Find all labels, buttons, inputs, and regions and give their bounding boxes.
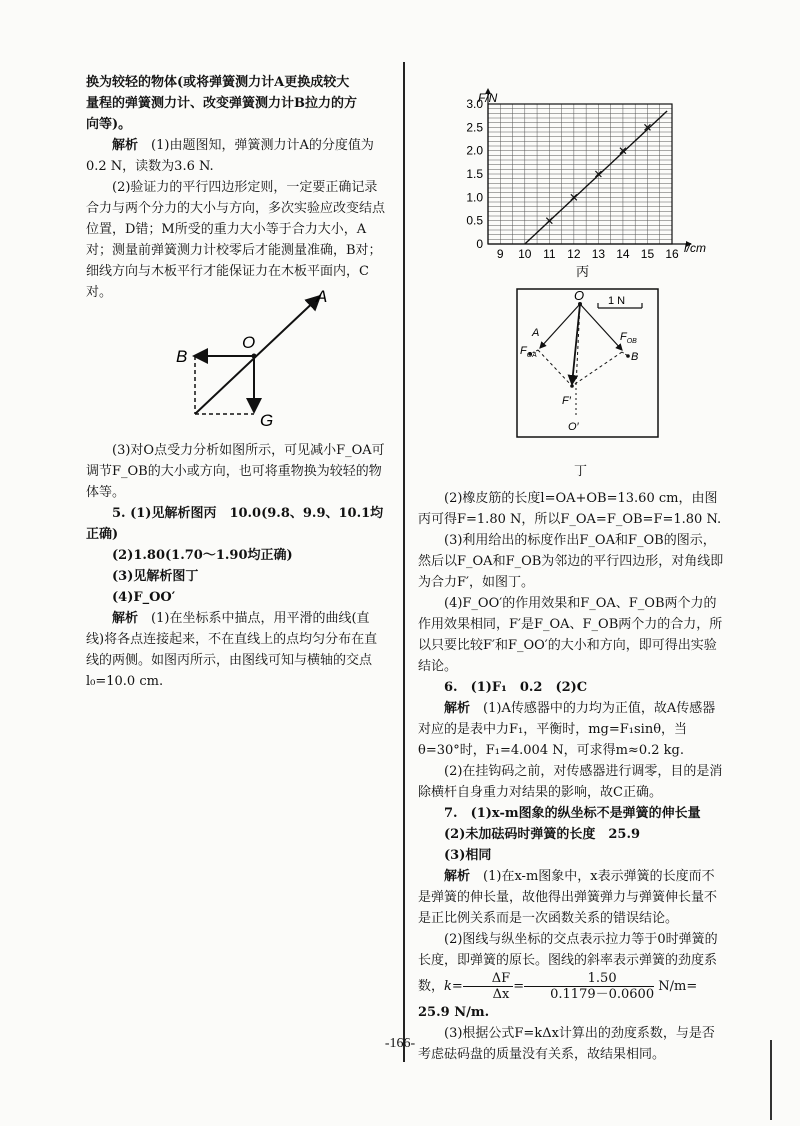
x-tick-label: 11 (543, 247, 556, 261)
fit-line (525, 111, 667, 244)
analysis-text: (3)根据公式F=kΔx计算出的劲度系数，与是否考虑砝码盘的质量没有关系，故结果相同。 (418, 1026, 715, 1062)
analysis-label: 解析 (444, 869, 471, 884)
answer-line: (2)1.80(1.70～1.90均正确) (112, 548, 293, 563)
figure-ding (516, 288, 666, 458)
x-tick-label: 9 (496, 247, 504, 261)
y-tick-label: 0.5 (466, 213, 483, 228)
chart-axes (485, 88, 692, 247)
label-o: O (242, 333, 256, 352)
analysis-text: (2)橡皮筋的长度l=OA+OB=13.60 cm，由图丙可得F=1.80 N，所以F_OA=F_OB=F=1.80 N. (418, 491, 722, 527)
y-tick-label: 0 (476, 237, 483, 251)
analysis-text: (1)A传感器中的力均为正值，故A传感器对应的是表中力F₁，平衡时，mg=F₁sinθ，当θ=30°时，F₁=4.004 N，可求得m≈0.2 kg. (418, 701, 716, 758)
analysis-text: (4)F_OO′的作用效果和F_OA、F_OB两个力的作用效果相同，F′是F_OA、F_OB两个力的合力，所以只要比较F′和F_OO′的大小和方向，即可得出实验结论。 (418, 596, 723, 674)
board-frame (517, 289, 658, 437)
label-b: B (631, 351, 639, 363)
answer-line: 7. (1)x-m图象的纵坐标不是弹簧的伸长量 (444, 806, 701, 821)
force-diagram (170, 284, 340, 434)
text-line: 换为较轻的物体(或将弹簧测力计A更换成较大 (86, 75, 350, 90)
y-tick-label: 2.0 (466, 143, 483, 158)
x-tick-label: 13 (591, 247, 606, 261)
x-tick-label: 15 (640, 247, 655, 261)
answer-line: 5. (1)见解析图丙 10.0(9.8、9.9、10.1均正确) (86, 506, 384, 542)
text-line: 向等)。 (86, 117, 132, 132)
chart-bing (448, 84, 718, 284)
left-column (86, 72, 386, 303)
label-b: B (176, 347, 188, 366)
analysis-text: (3)利用给出的标度作出F_OA和F_OB的图示，然后以F_OA和F_OB为邻边的平行四边形，对角线即为合力F′，如图丁。 (418, 533, 724, 590)
label-g: G (260, 411, 274, 430)
analysis-text: (1)由题图知，弹簧测力计A的分度值为0.2 N，读数为3.6 N. (86, 138, 374, 174)
label-fprime: F′ (562, 395, 571, 407)
analysis-text: (1)在x-m图象中，x表示弹簧的长度而不是弹簧的伸长量，故他得出弹簧弹力与弹簧伸长量不是正比例关系而是一次函数关系的错误结论。 (418, 869, 718, 926)
analysis-label: 解析 (444, 701, 471, 716)
scale-label: 1 N (608, 295, 626, 307)
left-column-lower (86, 440, 386, 692)
analysis-text: (2)在挂钩码之前，对传感器进行调零，目的是消除横杆自身重力对结果的影响，故C正确。 (418, 764, 723, 800)
fraction: $\frac{1.50}{0.1179-0.0600}$ (524, 971, 654, 1002)
right-column (418, 488, 724, 1065)
label-oprime: O′ (568, 421, 579, 433)
page-number: -166- (384, 1036, 416, 1051)
answer-line: 6. (1)F₁ 0.2 (2)C (444, 680, 588, 695)
text-line: 量程的弹簧测力计、改变弹簧测力计B拉力的方 (86, 96, 357, 111)
scan-edge (770, 1040, 772, 1120)
analysis-text: 25.9 N/m. (418, 1005, 490, 1020)
answer-line: (2)未加砝码时弹簧的长度 25.9 (444, 827, 641, 842)
label-a: A (316, 287, 328, 306)
x-tick-label: 10 (518, 247, 532, 261)
answer-line: (4)F_OO′ (112, 590, 176, 605)
answer-line: (3)相同 (444, 848, 492, 863)
answer-line: (3)见解析图丁 (112, 569, 199, 584)
label-fob: $F_{OB}$ (620, 331, 637, 345)
analysis-text: (3)对O点受力分析如图所示，可见减小F_OA可调节F_OB的大小或方向，也可将重物换为较轻的物体等。 (86, 443, 385, 500)
y-tick-label: 1.0 (466, 190, 483, 205)
y-tick-label: 1.5 (466, 167, 483, 181)
y-tick-label: 3.0 (466, 97, 483, 111)
chart-title: 丙 (576, 264, 590, 279)
label-foa: $F_{OA}$ (520, 345, 537, 359)
y-tick-label: 2.5 (466, 120, 483, 135)
analysis-text: (2)图线与纵坐标的交点表示拉力等于0时弹簧的长度，即弹簧的原长。图线的斜率表示弹簧的劲度系数，k= $\frac{\Delta F}{\Delta x}$ = $\frac{1.50}{0.1179-0.0600}$ N/m= (418, 932, 718, 1002)
x-tick-label: 14 (616, 247, 630, 261)
analysis-text: (2)验证力的平行四边形定则，一定要正确记录合力与两个分力的大小与方向，多次实验应改变结点位置，D错；M所受的重力大小等于合力大小，A对；测量前弹簧测力计校零后才能测量准确，B对；细线方向与木板平行才能保证力在木板平面内，C对。 (86, 180, 386, 300)
label-a: A (532, 327, 540, 339)
fraction: $\frac{\Delta F}{\Delta x}$ (463, 971, 513, 1002)
analysis-label: 解析 (112, 611, 139, 626)
x-tick-label: 12 (567, 247, 581, 261)
analysis-text: (1)在坐标系中描点，用平滑的曲线(直线)将各点连接起来，不在直线上的点均匀分布在直线的两侧。如图丙所示，由图线可知与横轴的交点l₀=10.0 cm. (86, 611, 378, 689)
figure-ding-caption: 丁 (574, 464, 588, 479)
analysis-label: 解析 (112, 138, 139, 153)
x-tick-label: 16 (665, 247, 679, 261)
x-axis-label: l/cm (684, 241, 706, 255)
label-o: O (574, 288, 585, 303)
column-divider (403, 62, 405, 1062)
y-axis-label: F/N (478, 91, 498, 105)
